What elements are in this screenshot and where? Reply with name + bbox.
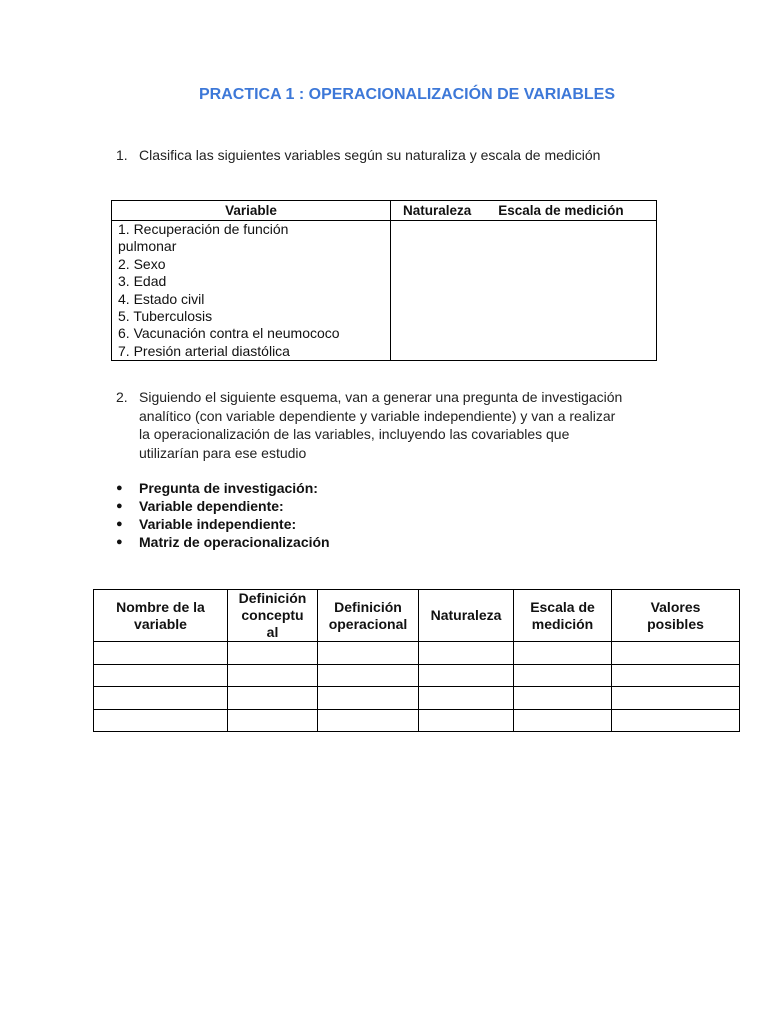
header-definicion-conceptual [228,590,318,642]
bullet-dot: ● [116,518,123,530]
empty-cell [514,709,612,732]
header-definicion-operacional [318,590,419,642]
question-2-line: analítico (con variable dependiente y variable independiente) y van a realizar [139,407,616,424]
empty-cell [514,664,612,687]
header-line: Escala de [530,598,595,615]
bullet-text: Pregunta de investigación: [139,480,318,496]
variables-table-row [112,221,657,361]
empty-cell [318,687,419,710]
header-line: Definición [238,590,307,606]
question-2 [116,388,686,462]
empty-cell [94,687,228,710]
empty-cell [419,664,514,687]
variables-list-cell [112,221,391,361]
question-2-text [139,388,686,462]
empty-cell [318,642,419,665]
empty-cell [94,709,228,732]
empty-cell [612,687,740,710]
variable-item: 2. Sexo [118,255,166,272]
question-1-text: Clasifica las siguientes variables según su naturaliza y escala de medición [139,147,601,163]
empty-cell [94,642,228,665]
empty-cell [419,687,514,710]
header-nombre-variable [94,590,228,642]
header-naturaleza-escala [391,201,657,221]
table-row [94,687,740,710]
empty-cell [514,687,612,710]
bullet-dot: ● [116,482,123,494]
variable-item: 4. Estado civil [118,290,205,307]
header-naturaleza [419,590,514,642]
question-2-number: 2. [116,389,128,405]
header-variable: Variable [112,201,391,221]
bullet-item [116,533,330,551]
header-escala: Escala de medición [498,203,624,218]
bullet-dot: ● [116,536,123,548]
header-line: al [266,624,279,640]
header-line: Naturaleza [430,607,502,623]
question-1-number: 1. [116,147,128,163]
table-row [94,664,740,687]
variables-table [111,200,657,361]
table-row [94,642,740,665]
header-line: Nombre de la [116,598,205,615]
bullet-text: Variable independiente: [139,516,297,532]
bullet-item [116,515,330,533]
variable-item: 6. Vacunación contra el neumococo [118,325,340,342]
empty-cell [318,709,419,732]
header-line: Definición [334,598,402,615]
variable-item: pulmonar [118,238,177,255]
question-2-line: utilizarían para ese estudio [139,444,307,461]
empty-cell [228,687,318,710]
variable-item: 5. Tuberculosis [118,308,213,325]
variable-item: 1. Recuperación de función [118,221,289,237]
matrix-header-row [94,590,740,642]
empty-cell [612,664,740,687]
question-2-line: Siguiendo el siguiente esquema, van a generar una pregunta de investigación [139,389,623,405]
page-title: PRACTICA 1 : OPERACIONALIZACIÓN DE VARIABLES [198,86,615,103]
bullet-text: Variable dependiente: [139,498,284,514]
header-valores-posibles [612,590,740,642]
header-line: operacional [328,615,408,632]
empty-cell [228,642,318,665]
table-row [94,709,740,732]
empty-cell [228,709,318,732]
header-line: variable [134,615,187,632]
empty-cell [419,709,514,732]
variables-table-header [112,201,657,221]
empty-cell [228,664,318,687]
empty-cell [419,642,514,665]
question-1 [116,146,676,165]
header-escala-medicion [514,590,612,642]
header-line: medición [531,615,594,632]
bullet-list [116,479,330,551]
empty-cell [612,642,740,665]
bullet-dot: ● [116,500,123,512]
header-line: posibles [647,615,704,632]
empty-cell [318,664,419,687]
header-naturaleza: Naturaleza [403,203,472,218]
question-2-line: la operacionalización de las variables, incluyendo las covariables que [139,426,570,442]
empty-cell [514,642,612,665]
empty-answer-cell [391,221,657,361]
variable-item: 3. Edad [118,273,167,290]
empty-cell [612,709,740,732]
operationalization-matrix [93,589,740,732]
header-line: conceptu [241,607,304,623]
variable-item: 7. Presión arterial diastólica [118,342,290,359]
bullet-text: Matriz de operacionalización [139,534,330,550]
header-line: Valores [650,598,701,615]
bullet-item [116,479,330,497]
bullet-item [116,497,330,515]
empty-cell [94,664,228,687]
